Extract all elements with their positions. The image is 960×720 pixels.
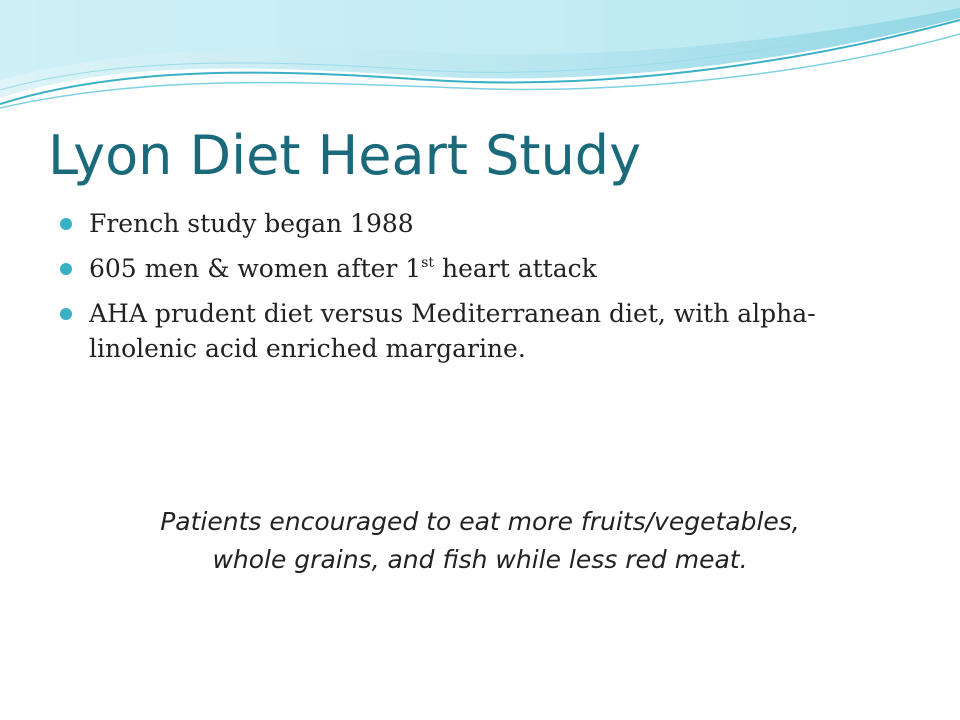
note-line-1: Patients encouraged to eat more fruits/vegetables, [160, 507, 800, 536]
bullet-text-post: heart attack [434, 254, 597, 283]
slide-title: Lyon Diet Heart Study [48, 124, 642, 187]
italic-note [40, 503, 920, 579]
header-wave-decoration [0, 0, 960, 110]
bullet-text-pre: 605 men & women after 1 [89, 254, 422, 283]
bullet-text: French study began 1988 [89, 209, 414, 238]
note-line-2: whole grains, and fish while less red meat. [212, 545, 748, 574]
bullet-dot-icon [60, 263, 72, 275]
bullet-dot-icon [60, 218, 72, 230]
bullet-dot-icon [60, 308, 72, 320]
bullet-item [58, 206, 918, 241]
bullet-superscript: st [421, 255, 435, 271]
bullet-item [58, 251, 918, 286]
bullet-list [58, 206, 918, 376]
bullet-text: AHA prudent diet versus Mediterranean diet, with alpha-linolenic acid enriched margarine. [89, 299, 816, 363]
bullet-item [58, 296, 918, 366]
